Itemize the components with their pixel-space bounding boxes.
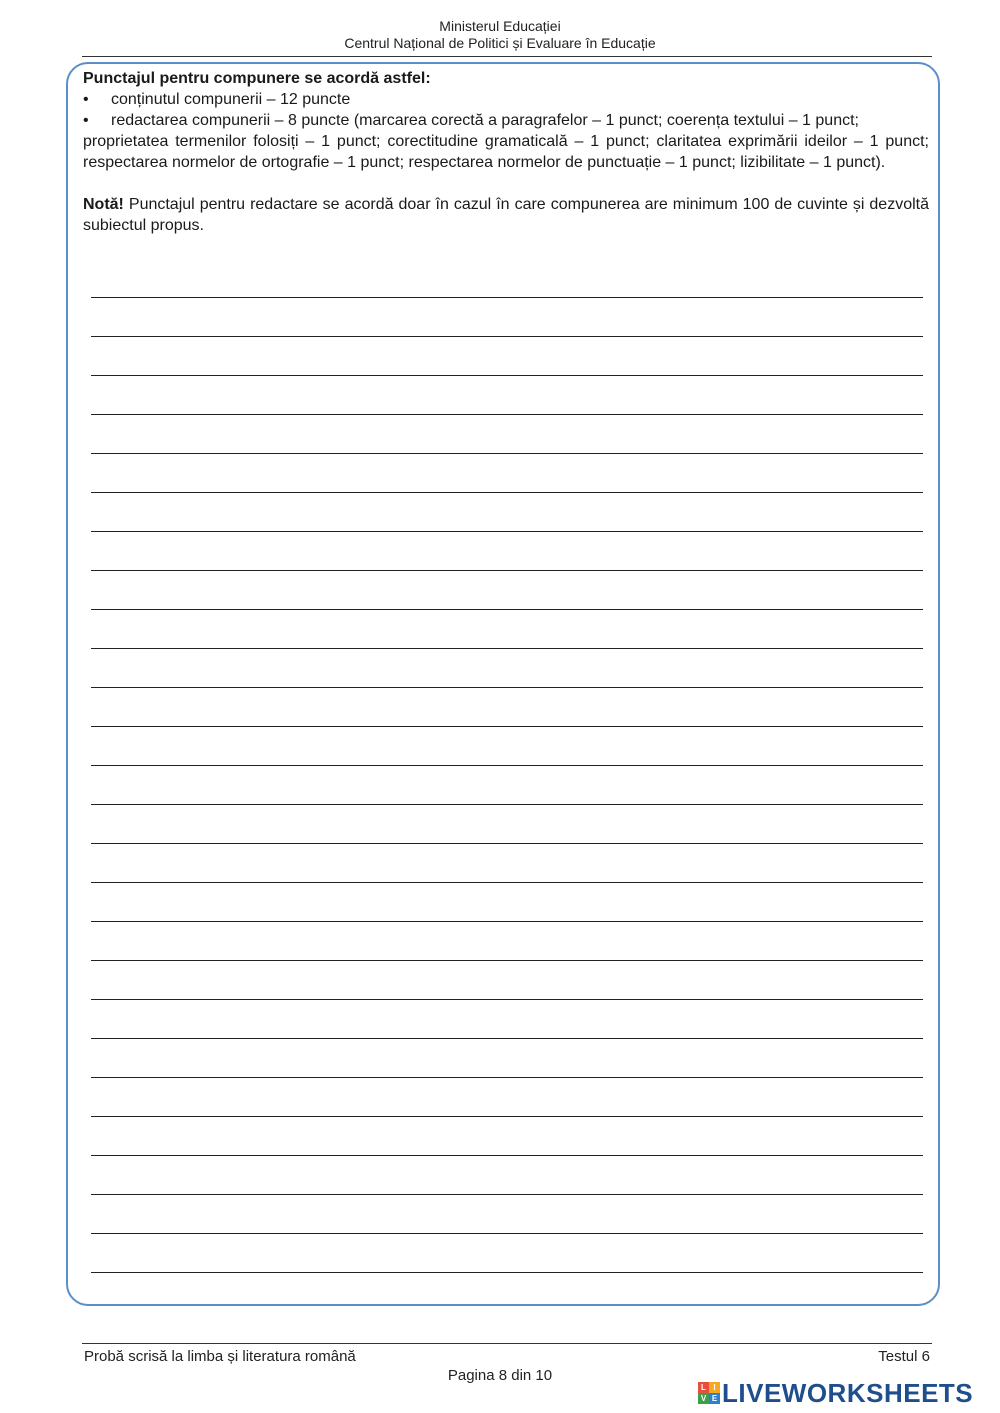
bullet-icon: • (83, 91, 89, 108)
writing-line[interactable] (91, 298, 923, 337)
logo-tile: V (698, 1393, 709, 1404)
writing-line[interactable] (91, 1117, 923, 1156)
header-divider (82, 56, 932, 57)
writing-line[interactable] (91, 922, 923, 961)
writing-line[interactable] (91, 532, 923, 571)
scoring-item-editing-continued: proprietatea termenilor folosiți – 1 punct; corectitudine gramaticală – 1 punct; claritatea exprimării ideilor – 1 punct; respectarea normelor de ortografie – 1 punct; respectarea normelor de punctuație – 1 punct; lizibilitate – 1 punct). (83, 133, 929, 171)
writing-line[interactable] (91, 415, 923, 454)
scoring-item-content (83, 89, 929, 110)
bullet-icon: • (83, 112, 89, 129)
scoring-title: Punctajul pentru compunere se acordă astfel: (83, 70, 431, 87)
writing-line[interactable] (91, 493, 923, 532)
scoring-item-editing-text: redactarea compunerii – 8 puncte (marcarea corectă a paragrafelor – 1 punct; coerența textului – 1 punct; (111, 112, 859, 129)
note-label: Notă! (83, 196, 124, 213)
note-paragraph (83, 194, 929, 236)
logo-tile: I (709, 1382, 720, 1393)
writing-line[interactable] (91, 1078, 923, 1117)
writing-line[interactable] (91, 454, 923, 493)
writing-line[interactable] (91, 883, 923, 922)
logo-tile: E (709, 1393, 720, 1404)
writing-line[interactable] (91, 1039, 923, 1078)
writing-line[interactable] (91, 1195, 923, 1234)
writing-line[interactable] (91, 805, 923, 844)
logo-tile: L (698, 1382, 709, 1393)
writing-line[interactable] (91, 727, 923, 766)
writing-line[interactable] (91, 610, 923, 649)
note-text: Punctajul pentru redactare se acordă doar în cazul în care compunerea are minimum 100 de cuvinte și dezvoltă subiectul propus. (83, 196, 929, 234)
header-center: Centrul Național de Politici și Evaluare în Educație (344, 35, 656, 51)
writing-line[interactable] (91, 1000, 923, 1039)
writing-line[interactable] (91, 688, 923, 727)
writing-line[interactable] (91, 1234, 923, 1273)
writing-line[interactable] (91, 844, 923, 883)
writing-line[interactable] (91, 961, 923, 1000)
writing-line[interactable] (91, 337, 923, 376)
footer-divider (82, 1343, 932, 1344)
writing-line[interactable] (91, 259, 923, 298)
footer-page-number: Pagina 8 din 10 (447, 1367, 553, 1384)
liveworksheets-brand (698, 1378, 973, 1408)
writing-line[interactable] (91, 649, 923, 688)
liveworksheets-logo-icon (698, 1382, 720, 1404)
scoring-instructions (83, 68, 929, 236)
writing-line[interactable] (91, 571, 923, 610)
scoring-item-editing (83, 110, 929, 131)
footer-exam-title: Probă scrisă la limba și literatura română (84, 1348, 356, 1365)
footer-test-number: Testul 6 (878, 1348, 930, 1365)
writing-line[interactable] (91, 1156, 923, 1195)
writing-line[interactable] (91, 376, 923, 415)
header-ministry: Ministerul Educației (439, 18, 561, 34)
page-header (0, 18, 1000, 52)
scoring-item-content-text: conținutul compunerii – 12 puncte (111, 91, 351, 108)
writing-line[interactable] (91, 766, 923, 805)
brand-text: LIVEWORKSHEETS (722, 1377, 974, 1408)
